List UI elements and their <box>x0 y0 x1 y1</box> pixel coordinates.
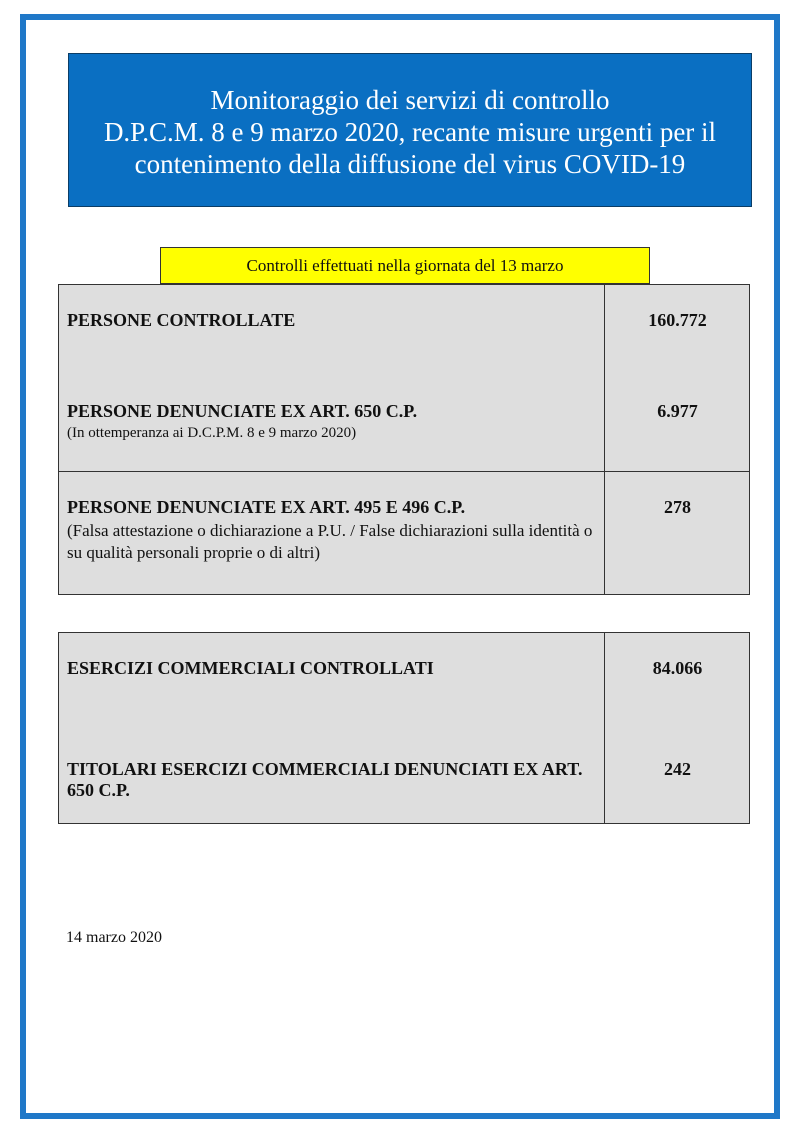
subtitle-banner: Controlli effettuati nella giornata del 13 marzo <box>160 247 650 284</box>
business-table <box>58 632 750 824</box>
table-row-label <box>67 401 597 442</box>
table-row-label <box>67 497 597 564</box>
table-row-value: 242 <box>664 759 691 779</box>
row-note: (Falsa attestazione o dichiarazione a P.U. / False dichiarazioni sulla identità o su qualità personali proprie o di altri) <box>67 521 593 562</box>
table-row-label <box>67 759 597 801</box>
column-divider <box>604 285 605 594</box>
table-row-value: 160.772 <box>648 310 707 330</box>
table-row-value: 278 <box>664 497 691 517</box>
row-label-text: TITOLARI ESERCIZI COMMERCIALI DENUNCIATI EX ART. 650 C.P. <box>67 759 583 800</box>
title-line-2: D.P.C.M. 8 e 9 marzo 2020, recante misure urgenti per il <box>103 117 717 147</box>
row-label-text: PERSONE DENUNCIATE EX ART. 650 C.P. <box>67 401 418 421</box>
row-label-text: PERSONE DENUNCIATE EX ART. 495 E 496 C.P. <box>67 497 466 517</box>
persons-table <box>58 284 750 595</box>
row-note: (In ottemperanza ai D.C.P.M. 8 e 9 marzo 2020) <box>67 425 357 441</box>
table-row-value: 6.977 <box>657 401 698 421</box>
table-row-label <box>67 310 597 331</box>
row-label-text: ESERCIZI COMMERCIALI CONTROLLATI <box>67 658 434 678</box>
title-line-3: contenimento della diffusione del virus COVID-19 <box>134 149 686 179</box>
row-divider <box>59 471 749 472</box>
table-row-value: 84.066 <box>652 658 703 678</box>
document-date: 14 marzo 2020 <box>66 929 162 946</box>
title-box <box>68 53 752 207</box>
title-line-1: Monitoraggio dei servizi di controllo <box>210 85 610 115</box>
table-row-label <box>67 658 597 679</box>
row-label-text: PERSONE CONTROLLATE <box>67 310 296 330</box>
